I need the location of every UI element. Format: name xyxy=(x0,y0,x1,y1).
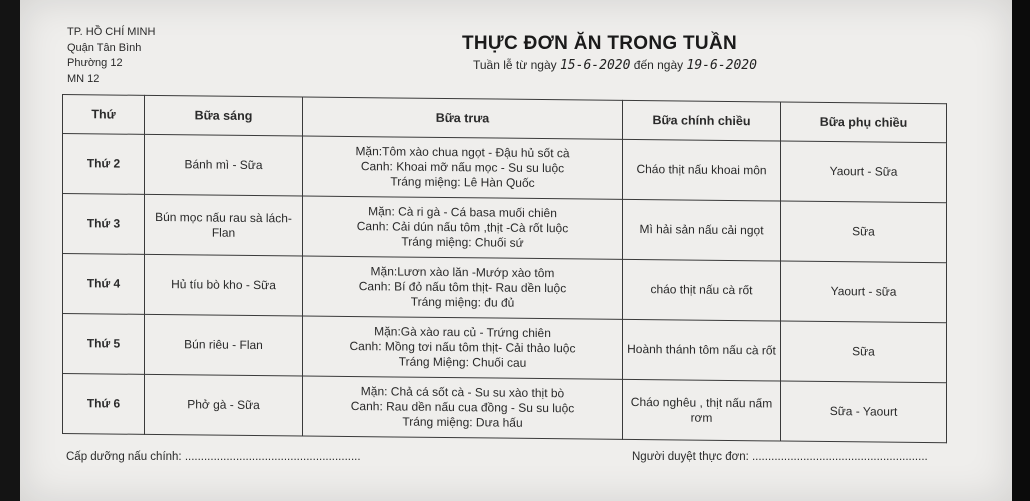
lunch-dessert: Tráng miệng: đu đủ xyxy=(410,294,515,310)
ward: Phường 12 xyxy=(67,57,123,69)
snack-cell: Sữa xyxy=(781,321,947,383)
col-lunch: Bữa trưa xyxy=(303,97,623,139)
lunch-dessert: Tráng miệng: Chuối sứ xyxy=(401,234,524,250)
breakfast-cell: Bánh mì - Sữa xyxy=(145,134,303,196)
table-row xyxy=(63,134,947,203)
dark-edge xyxy=(1012,0,1030,501)
breakfast-cell: Bún riêu - Flan xyxy=(145,314,303,376)
col-snack: Bữa phụ chiều xyxy=(781,102,947,143)
week-from: 15-6-2020 xyxy=(559,58,631,73)
page-title: THỰC ĐƠN ĂN TRONG TUẦN xyxy=(462,33,737,54)
approver-signature-line: Người duyệt thực đơn: ....................................................... xyxy=(632,451,928,463)
menu-table xyxy=(62,94,947,443)
lunch-soup: Canh: Bí đỏ nấu tôm thịt- Rau dền luộc xyxy=(358,279,567,296)
col-main-afternoon: Bữa chính chiều xyxy=(623,100,781,141)
lunch-dessert: Tráng miệng: Lê Hàn Quốc xyxy=(390,174,535,190)
week-to: 19-6-2020 xyxy=(686,58,757,73)
lunch-main: Mặn:Lươn xào lăn -Mướp xào tôm xyxy=(370,264,555,281)
snack-cell: Sữa xyxy=(781,201,947,263)
main-afternoon-cell: cháo thịt nấu cà rốt xyxy=(623,259,781,321)
col-day: Thứ xyxy=(63,95,145,135)
snack-cell: Sữa - Yaourt xyxy=(781,381,947,443)
snack-cell: Yaourt - sữa xyxy=(781,261,947,323)
snack-cell: Yaourt - Sữa xyxy=(781,141,947,203)
breakfast-cell: Phở gà - Sữa xyxy=(145,374,303,436)
lunch-cell xyxy=(303,316,623,379)
table-row xyxy=(63,374,947,443)
breakfast-cell: Hủ tíu bò kho - Sữa xyxy=(145,254,303,316)
lunch-soup: Canh: Rau dền nấu cua đồng - Su su luộc xyxy=(350,399,575,416)
lunch-main: Mặn:Tôm xào chua ngọt - Đậu hủ sốt cà xyxy=(355,144,570,161)
lunch-main: Mặn: Chả cá sốt cà - Su su xào thịt bò xyxy=(360,384,565,401)
lunch-cell xyxy=(303,256,623,319)
main-afternoon-cell: Hoành thánh tôm nấu cà rốt xyxy=(623,319,781,381)
school: MN 12 xyxy=(67,72,100,85)
cook-signature-line: Cấp dưỡng nấu chính: ....................................................... xyxy=(66,451,361,463)
week-mid: đến ngày xyxy=(633,58,684,72)
lunch-dessert: Tráng miệng: Dưa hấu xyxy=(402,414,523,430)
lunch-cell xyxy=(303,196,623,259)
table-row xyxy=(63,194,947,263)
day-cell: Thứ 4 xyxy=(63,254,145,315)
table-row xyxy=(63,314,947,383)
lunch-cell xyxy=(303,376,623,439)
lunch-dessert: Tráng Miệng: Chuối cau xyxy=(398,354,527,370)
week-prefix: Tuần lễ từ ngày xyxy=(473,58,557,72)
lunch-soup: Canh: Cải dún nấu tôm ,thịt -Cà rốt luộc xyxy=(356,219,569,236)
lunch-soup: Canh: Khoai mỡ nấu mọc - Su su luộc xyxy=(360,159,565,176)
city: TP. HỒ CHÍ MINH xyxy=(67,26,156,38)
main-afternoon-cell: Cháo nghêu , thịt nấu nấm rơm xyxy=(623,379,781,441)
day-cell: Thứ 5 xyxy=(63,314,145,375)
school-info xyxy=(67,25,155,87)
lunch-soup: Canh: Mồng tơi nấu tôm thịt- Cải thảo luộc xyxy=(349,339,576,356)
col-breakfast: Bữa sáng xyxy=(145,95,303,136)
day-cell: Thứ 3 xyxy=(63,194,145,255)
table-row xyxy=(63,254,947,323)
breakfast-cell: Bún mọc nấu rau sà lách- Flan xyxy=(145,194,303,256)
main-afternoon-cell: Cháo thịt nấu khoai môn xyxy=(623,139,781,201)
lunch-main: Mặn: Cà ri gà - Cá basa muối chiên xyxy=(368,204,557,221)
week-range xyxy=(473,58,757,73)
main-afternoon-cell: Mì hải sản nấu cải ngọt xyxy=(623,199,781,261)
district: Quận Tân Bình xyxy=(67,41,142,54)
day-cell: Thứ 6 xyxy=(63,374,145,435)
lunch-cell xyxy=(303,136,623,199)
lunch-main: Mặn:Gà xào rau củ - Trứng chiên xyxy=(374,324,551,341)
day-cell: Thứ 2 xyxy=(63,134,145,195)
